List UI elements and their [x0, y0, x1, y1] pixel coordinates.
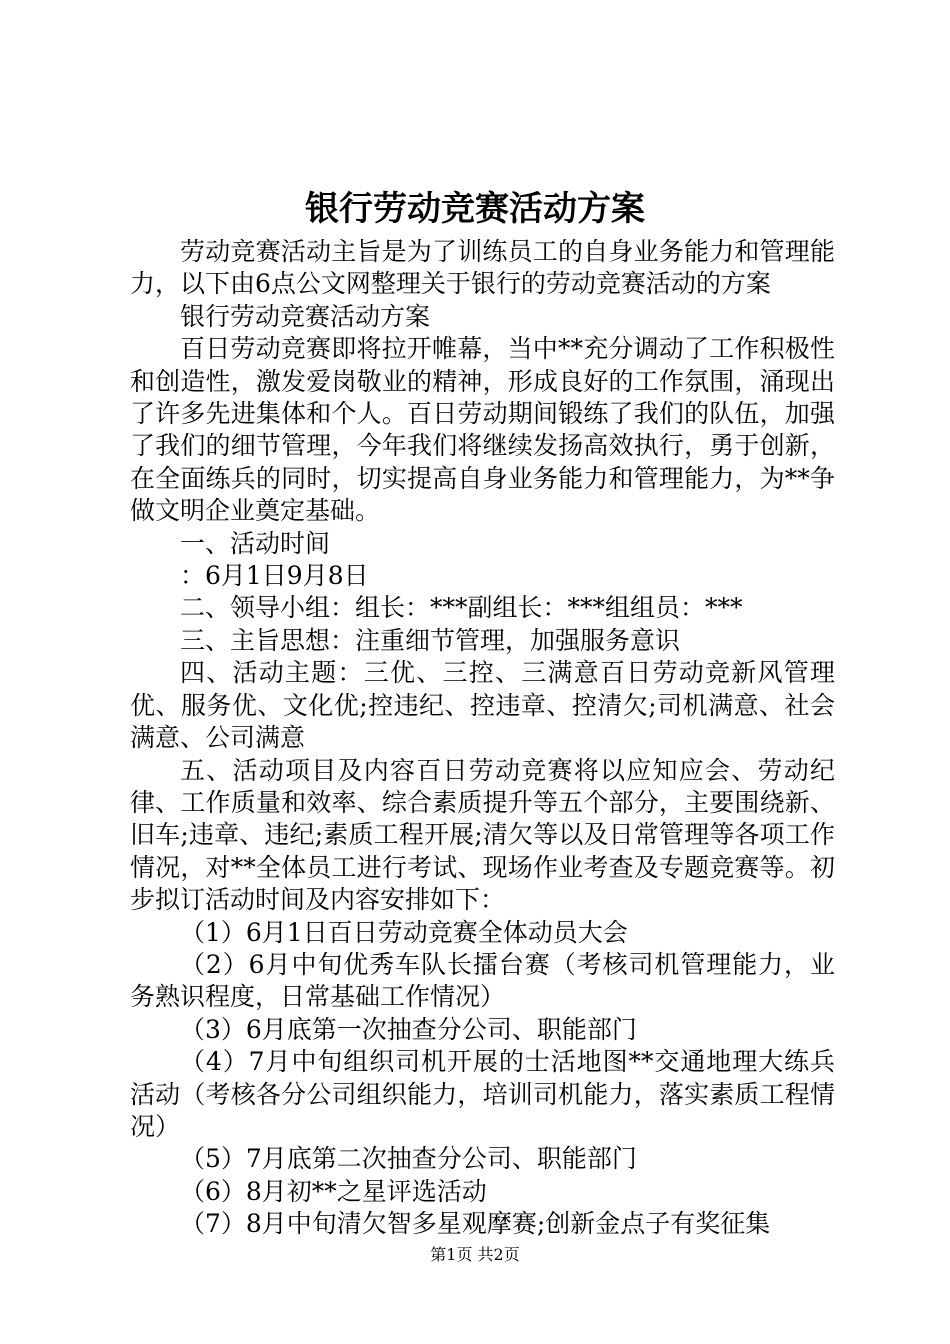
background-paragraph: 百日劳动竞赛即将拉开帷幕，当中**充分调动了工作积极性和创造性，激发爱岗敬业的精神，形成良好的工作氛围，涌现出了许多先进集体和个人。百日劳动期间锻练了我们的队伍，加强了我们的细节管理，今年我们将继续发扬高效执行，勇于创新，在全面练兵的同时，切实提高自身业务能力和管理能力，为**争做文明企业奠定基础。 [130, 334, 835, 526]
schedule-item-4: （4）7月中旬组织司机开展的士活地图**交通地理大练兵活动（考核各分公司组织能力，培训司机能力，落实素质工程情况） [130, 1047, 835, 1141]
section-activity-time: 一、活动时间 [180, 528, 331, 558]
document-title: 银行劳动竞赛活动方案 [305, 189, 645, 229]
schedule-item-3: （3）6月底第一次抽查分公司、职能部门 [180, 1014, 637, 1044]
section-main-idea: 三、主旨思想：注重细节管理，加强服务意识 [180, 625, 681, 655]
section-leadership-group: 二、领导小组：组长：***副组长：***组组员：*** [180, 593, 743, 623]
schedule-item-1: （1）6月1日百日劳动竞赛全体动员大会 [180, 917, 628, 947]
intro-paragraph: 劳动竞赛活动主旨是为了训练员工的自身业务能力和管理能力，以下由6点公文网整理关于银行的劳动竞赛活动的方案 [130, 237, 835, 299]
section-activity-theme: 四、活动主题：三优、三控、三满意百日劳动竞新风管理优、服务优、文化优;控违纪、控违章、控清欠;司机满意、社会满意、公司满意 [130, 658, 835, 753]
document-body [130, 236, 835, 1241]
schedule-item-6: （6）8月初**之星评选活动 [180, 1176, 487, 1206]
schedule-item-5: （5）7月底第二次抽查分公司、职能部门 [180, 1144, 637, 1174]
subtitle-paragraph: 银行劳动竞赛活动方案 [180, 301, 431, 331]
activity-time-value: ：6月1日9月8日 [180, 561, 369, 591]
schedule-item-7: （7）8月中旬清欠智多星观摩赛;创新金点子有奖征集 [180, 1209, 771, 1239]
section-activity-items: 五、活动项目及内容百日劳动竞赛将以应知应会、劳动纪律、工作质量和效率、综合素质提升等五个部分，主要围绕新、旧车;违章、违纪;素质工程开展;清欠等以及日常管理等各项工作情况，对**全体员工进行考试、现场作业考查及专题竞赛等。初步拟订活动时间及内容安排如下： [130, 755, 835, 915]
page-number-footer: 第1页 共2页 [430, 1245, 520, 1264]
schedule-item-2: （2）6月中旬优秀车队长擂台赛（考核司机管理能力，业务熟识程度，日常基础工作情况） [130, 949, 835, 1012]
